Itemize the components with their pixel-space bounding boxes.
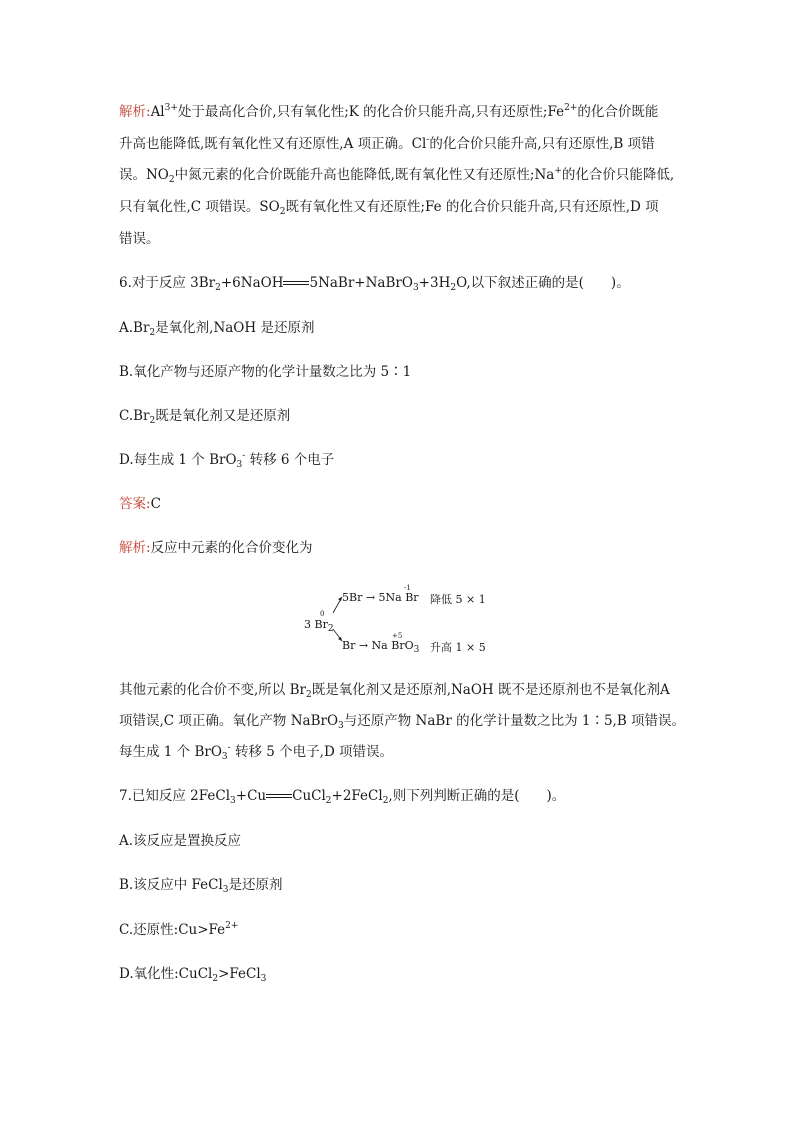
explain-label: 解析: [119,104,151,120]
q7-stem: 7.已知反应 2FeCl$_3$+Cu CuCl$_2$+2FeCl$_2$,则下列判断正确的是( )。 [119,788,566,806]
ox-state-plus5: +5 [392,632,403,640]
diagram-left: 3 $Br_2$ [304,618,334,634]
equals-sign [283,280,309,288]
q6-stem: 6.对于反应 $3Br_2+6NaOH$ $5NaBr+NaBrO_3+3H_2O$,以下叙述正确的是( )。 [119,275,630,293]
q6-explain-line-1: 其他元素的化合价不变,所以 $Br_2$既是氧化剂又是还原剂,NaOH 既不是还原剂也不是氧化剂A [119,682,670,700]
q6-explain-line-2: 项错误,C 项正确。氧化产物 NaBrO$_3$与还原产物 NaBr 的化学计量数之比为 1∶5,B 项错误。 [119,713,686,731]
q6-answer [119,494,161,514]
valence-change-diagram [300,583,500,655]
ox-state-minus1: -1 [404,584,411,592]
q6-option-b: B.氧化产物与还原产物的化学计量数之比为 5∶1 [119,364,412,380]
diagram-top-branch: 5Br → 5Na Br [342,591,419,604]
q6-option-c: $C.Br_2$既是氧化剂又是还原剂 [119,408,291,426]
answer-value: C [150,496,161,512]
q5-explain-line-2: 升高也能降低,既有氧化性又有还原性,A 项正确。Cl-的化合价只能升高,只有还原性,B 项错 [119,135,655,152]
q7-option-c: C.还原性$:Cu>Fe^{2+}$ [119,921,239,938]
equals-sign [266,793,292,801]
q7-option-d: D.氧化性:CuCl$_2$>FeCl$_3$ [119,966,267,984]
q6-explain-intro: 解析:反应中元素的化合价变化为 [119,540,313,556]
q7-option-a: A.该反应是置换反应 [119,833,242,849]
diagram-bottom-branch: Br → Na BrO$_3$ [342,639,420,655]
q5-explain-line-5: 错误。 [119,231,160,247]
q6-option-a: $A.Br_2$是氧化剂,NaOH 是还原剂 [119,320,315,338]
q5-explain-line-1: 解析$:Al^{3+}$处于最高化合价,只有氧化性;K 的化合价只能升高,只有还原性$;Fe^{2+}$的化合价既能 [119,103,659,120]
q6-option-d: D.每生成 1 个 BrO$_3$- 转移 6 个电子 [119,451,335,470]
q6-explain-line-3: 每生成 1 个 BrO$_3$- 转移 5 个电子,D 项错误。 [119,743,394,762]
answer-label: 答案: [119,496,151,512]
q5-explain-line-3: 误。$NO_2$中氮元素的化合价既能升高也能降低,既有氧化性又有还原性;Na+的化合价只能降低, [119,166,675,185]
diagram-bottom-note: 升高 1 × 5 [430,641,486,654]
diagram-top-note: 降低 5 × 1 [430,593,486,606]
ox-state-zero: 0 [320,610,325,618]
explain-label: 解析: [119,540,151,556]
q5-explain-line-4: 只有氧化性,C 项错误。$SO_2$既有氧化性又有还原性;Fe 的化合价只能升高,只有还原性,D 项 [119,199,659,217]
q7-option-b: B.该反应中 FeCl$_3$是还原剂 [119,877,283,895]
